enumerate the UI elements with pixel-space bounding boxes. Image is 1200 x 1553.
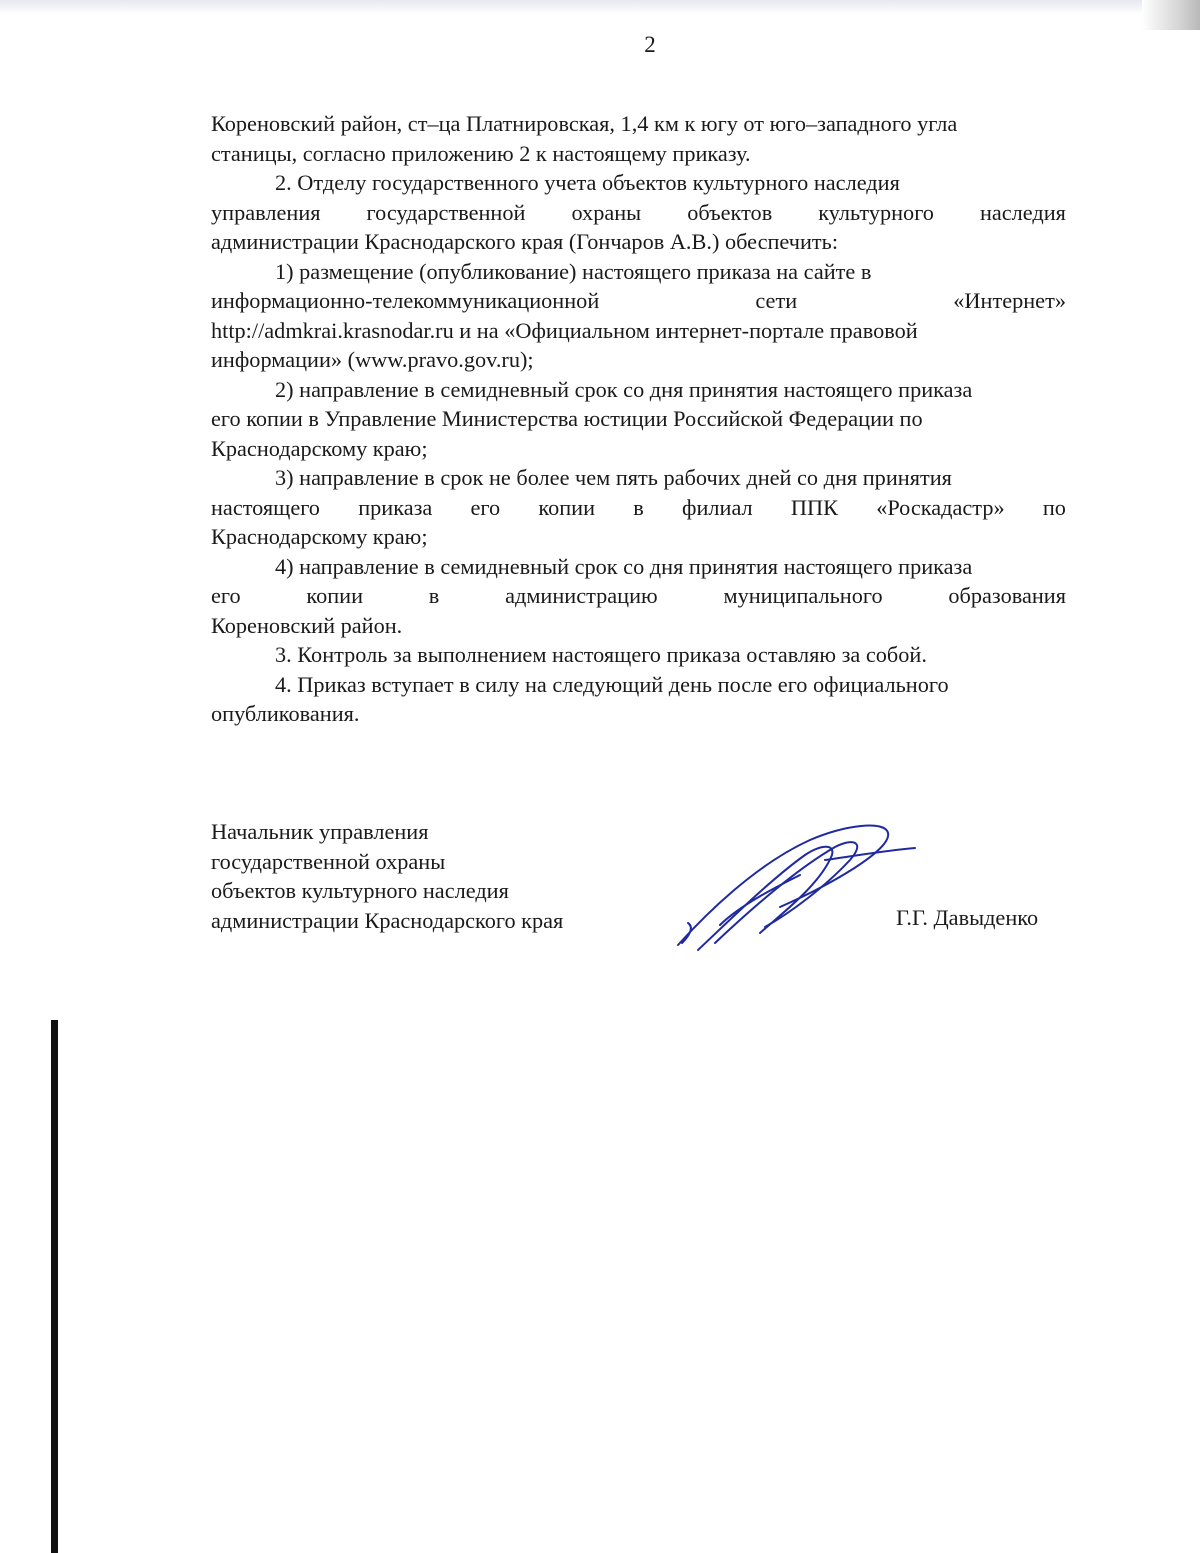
word: приказа [358,494,433,520]
signer-title-line: Начальник управления [211,819,429,844]
scan-left-edge [51,1020,58,1553]
paragraph-item-3: 3. Контроль за выполнением настоящего приказа оставляю за собой. [275,642,927,667]
paragraph-line: опубликования. [211,701,360,726]
word: его [470,494,501,520]
word: управления [211,199,321,225]
handwritten-signature [660,815,920,960]
subitem-4-line [211,581,1066,611]
subitem-3: 3) направление в срок не более чем пять рабочих дней со дня принятия [275,465,952,490]
word: образования [948,583,1066,608]
word: охраны [571,199,642,225]
subitem-3-line: Краснодарскому краю; [211,524,428,549]
subitem-1-line: информации» (www.pravo.gov.ru); [211,347,534,372]
page-number: 2 [644,32,656,57]
text-fragment: информационно-телекоммуникационной [211,288,600,313]
signer-name: Г.Г. Давыденко [896,905,1039,930]
word: копии [538,494,596,520]
word: по [1042,494,1066,520]
subitem-2: 2) направление в семидневный срок со дня принятия настоящего приказа [275,376,973,402]
paragraph-item-4: 4. Приказ вступает в силу на следующий день после его официального [275,671,949,697]
word: государственной [366,199,526,225]
word: объектов [687,199,773,225]
text-line: Кореновский район, ст–ца Платнировская, 1,4 км к югу от юго–западного угла [211,111,958,136]
word: настоящего [211,494,320,520]
signer-title-line: объектов культурного наследия [211,878,509,903]
scan-top-shadow [0,0,1200,14]
text-fragment: «Интернет» [953,288,1066,313]
subitem-4: 4) направление в семидневный срок со дня принятия настоящего приказа [275,553,973,579]
signer-title-line: администрации Краснодарского края [211,907,564,933]
text-fragment: сети [755,288,798,313]
subitem-3-line [211,493,1066,523]
paragraph-item-2 [211,168,1066,198]
word: наследия [979,199,1066,225]
signer-title-line: государственной охраны [211,848,446,874]
word: в [633,494,644,520]
intro-line [211,109,1066,139]
subitem-2-line: его копии в Управление Министерства юстиции Российской Федерации по [211,406,923,431]
text-line: 1) размещение (опубликование) настоящего приказа на сайте в [275,258,872,284]
subitem-1-line: http://admkrai.krasnodar.ru и на «Официальном интернет-портале правовой [211,317,918,343]
word: культурного [818,199,934,225]
subitem-4-line: Кореновский район. [211,612,403,638]
word: ППК [790,494,838,520]
word: «Роскадастр» [876,494,1005,520]
scan-corner-shadow [1142,0,1200,30]
word: копии [306,583,364,608]
subitem-1 [211,257,1066,287]
word: его [211,583,241,608]
paragraph-line [211,198,1066,228]
word: администрацию [505,583,658,608]
word: филиал [682,494,753,520]
document-body [211,109,1066,729]
text-line: 2. Отделу государственного учета объектов культурного наследия [275,170,900,195]
subitem-2-line: Краснодарскому краю; [211,435,428,461]
word: в [428,583,440,608]
signer-title [211,817,563,935]
paragraph-line: администрации Краснодарского края (Гончаров А.В.) обеспечить: [211,229,839,254]
intro-line: станицы, согласно приложению 2 к настоящему приказу. [211,140,751,166]
word: муниципального [723,583,883,608]
subitem-1-line [211,286,1066,316]
